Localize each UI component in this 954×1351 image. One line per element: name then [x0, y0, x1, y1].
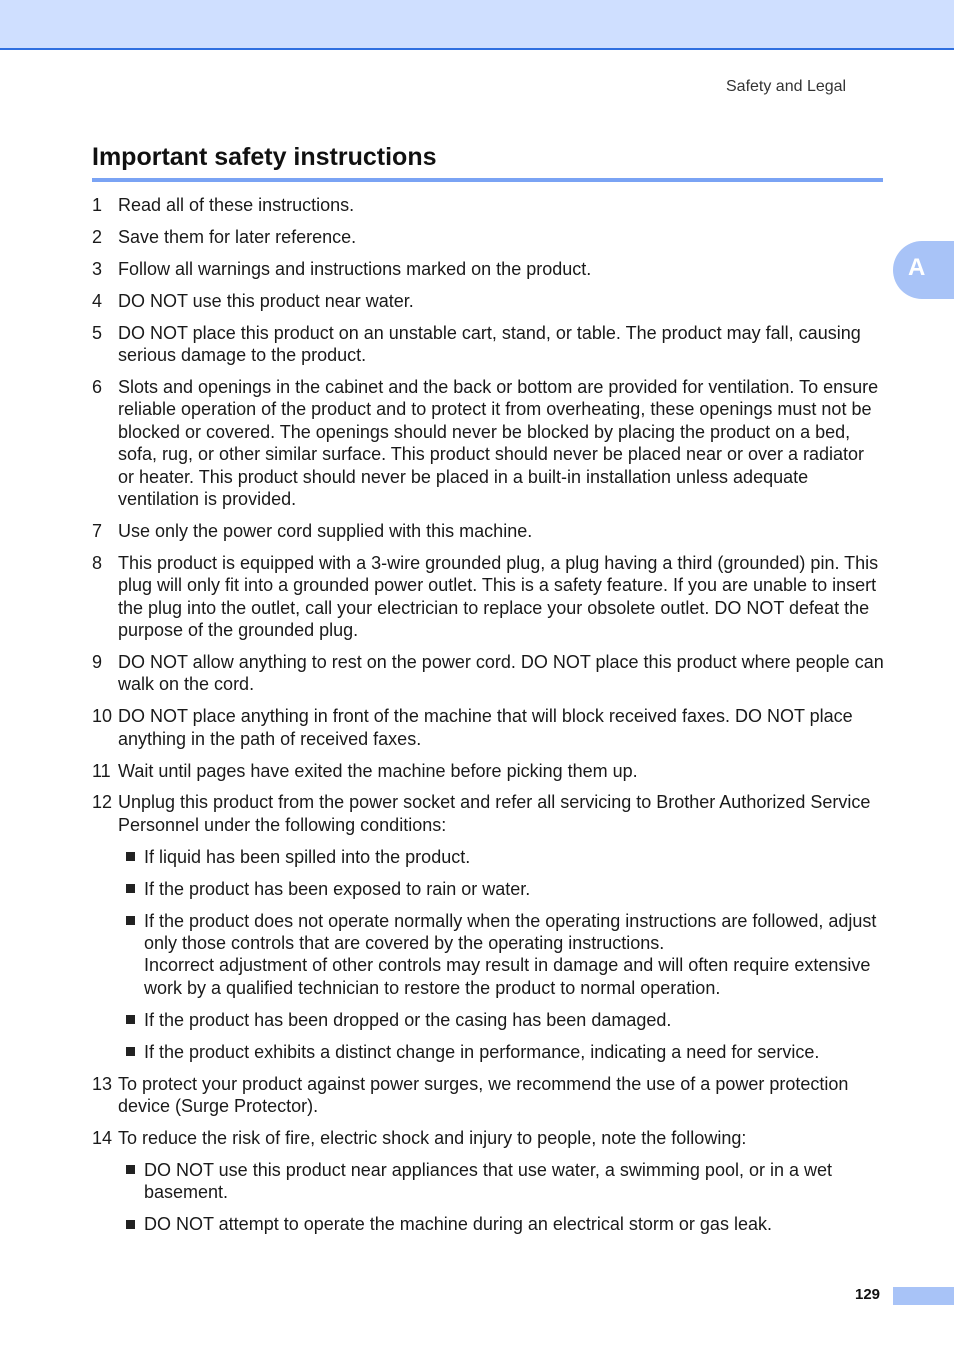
list-item [92, 651, 884, 696]
square-bullet-icon [126, 1015, 135, 1024]
item-number: 13 [92, 1073, 113, 1094]
header-band [0, 0, 954, 50]
item-text: To protect your product against power surges, we recommend the use of a power protection device (Surge Protector). [118, 1073, 849, 1116]
item-body [118, 376, 884, 510]
sub-item-body [144, 910, 884, 1000]
item-body [118, 651, 884, 696]
sub-item-text: DO NOT attempt to operate the machine during an electrical storm or gas leak. [144, 1214, 772, 1235]
item-text: To reduce the risk of fire, electric shock and injury to people, note the following: [118, 1127, 747, 1148]
instruction-list [92, 194, 884, 1245]
sub-item-body [144, 1213, 772, 1235]
item-body [118, 322, 884, 367]
item-body [118, 258, 884, 280]
item-number: 2 [92, 226, 103, 247]
list-item [92, 705, 884, 750]
item-body [118, 791, 884, 1063]
page-title: Important safety instructions [92, 143, 437, 171]
sub-item-body [144, 1009, 671, 1031]
page-number: 129 [855, 1286, 881, 1303]
item-number: 14 [92, 1127, 113, 1148]
footer-bar [893, 1287, 954, 1305]
title-underline [92, 178, 883, 182]
item-body [118, 760, 884, 782]
item-body [118, 194, 884, 216]
sub-item-body [144, 846, 470, 868]
sub-list-item [118, 846, 884, 868]
square-bullet-icon [126, 916, 135, 925]
item-body [118, 226, 884, 248]
item-body [118, 1073, 884, 1118]
sub-item-text: If the product has been exposed to rain or water. [144, 878, 531, 899]
square-bullet-icon [126, 884, 135, 893]
sub-item-body [144, 1041, 819, 1063]
list-item [92, 520, 884, 542]
item-number: 1 [92, 195, 103, 215]
item-number: 7 [92, 520, 103, 541]
item-number: 10 [92, 706, 113, 727]
item-text: DO NOT place anything in front of the machine that will block received faxes. DO NOT place anything in the path of received faxes. [118, 706, 853, 749]
list-item [92, 258, 884, 280]
item-text: DO NOT place this product on an unstable cart, stand, or table. The product may fall, causing serious damage to the product. [118, 322, 861, 366]
item-text: Follow all warnings and instructions marked on the product. [118, 258, 592, 279]
square-bullet-icon [126, 1047, 135, 1056]
item-body [118, 705, 884, 750]
item-text: Unplug this product from the power socket and refer all servicing to Brother Authorized Service Personnel under the following conditions: [118, 792, 871, 835]
sub-list [118, 1159, 884, 1236]
list-item [92, 552, 884, 642]
item-number: 3 [92, 258, 103, 279]
sub-list-item [118, 1159, 884, 1204]
sub-list-item [118, 878, 884, 900]
list-item [92, 290, 884, 312]
appendix-tab-letter: A [908, 254, 926, 281]
sub-list-item [118, 1009, 884, 1031]
item-number: 4 [92, 290, 103, 311]
item-number: 5 [92, 322, 103, 343]
sub-item-body [144, 878, 530, 900]
sub-list-item [118, 1213, 884, 1235]
list-item [92, 376, 884, 510]
list-item [92, 1127, 884, 1236]
running-header: Safety and Legal [726, 78, 847, 95]
square-bullet-icon [126, 1165, 135, 1174]
item-text: Save them for later reference. [118, 226, 357, 247]
item-text: Use only the power cord supplied with this machine. [118, 520, 533, 541]
item-body [118, 552, 884, 642]
item-text: This product is equipped with a 3-wire grounded plug, a plug having a third (grounded) pin. This plug will only fit into a grounded power outlet. This is a safety feature. If you are unable to insert the plug into the outlet, call your electrician to replace your obsolete outlet. DO NOT defeat the purpose of the grounded plug. [118, 552, 879, 640]
item-text: Slots and openings in the cabinet and the back or bottom are provided for ventilation. To ensure reliable operation of the product and to protect it from overheating, these openings must not be blocked or covered. The openings should never be blocked by placing the product on a bed, sofa, rug, or other similar surface. This product should never be placed near or over a radiator or heater. This product should never be placed in a built-in installation unless adequate ventilation is provided. [118, 376, 879, 509]
sub-list [118, 846, 884, 1063]
sub-item-text: If liquid has been spilled into the product. [144, 846, 471, 867]
list-item [92, 791, 884, 1063]
item-number: 12 [92, 792, 113, 813]
sub-list-item [118, 910, 884, 1000]
sub-item-body [144, 1159, 884, 1204]
item-body [118, 1127, 884, 1236]
item-body [118, 290, 884, 312]
appendix-tab [893, 241, 954, 299]
list-item [92, 322, 884, 367]
item-number: 11 [92, 760, 111, 781]
square-bullet-icon [126, 1220, 135, 1229]
sub-item-text: If the product has been dropped or the casing has been damaged. [144, 1009, 672, 1030]
sub-item-text: If the product does not operate normally when the operating instructions are followed, adjust only those controls that are covered by the operating instructions. [144, 910, 877, 953]
item-number: 6 [92, 376, 103, 397]
list-item [92, 226, 884, 248]
item-body [118, 520, 884, 542]
list-item [92, 1073, 884, 1118]
sub-list-item [118, 1041, 884, 1063]
square-bullet-icon [126, 852, 135, 861]
sub-item-text: If the product exhibits a distinct change in performance, indicating a need for service. [144, 1041, 820, 1062]
list-item [92, 194, 884, 216]
item-text: DO NOT allow anything to rest on the power cord. DO NOT place this product where people can walk on the cord. [118, 651, 884, 695]
list-item [92, 760, 884, 782]
sub-item-note: Incorrect adjustment of other controls may result in damage and will often require extensive work by a qualified technician to restore the product to normal operation. [144, 955, 871, 998]
item-number: 9 [92, 651, 103, 672]
item-text: Wait until pages have exited the machine before picking them up. [118, 760, 638, 781]
item-text: Read all of these instructions. [118, 195, 355, 215]
sub-item-text: DO NOT use this product near appliances that use water, a swimming pool, or in a wet basement. [144, 1159, 832, 1203]
item-text: DO NOT use this product near water. [118, 290, 414, 311]
item-number: 8 [92, 552, 103, 573]
